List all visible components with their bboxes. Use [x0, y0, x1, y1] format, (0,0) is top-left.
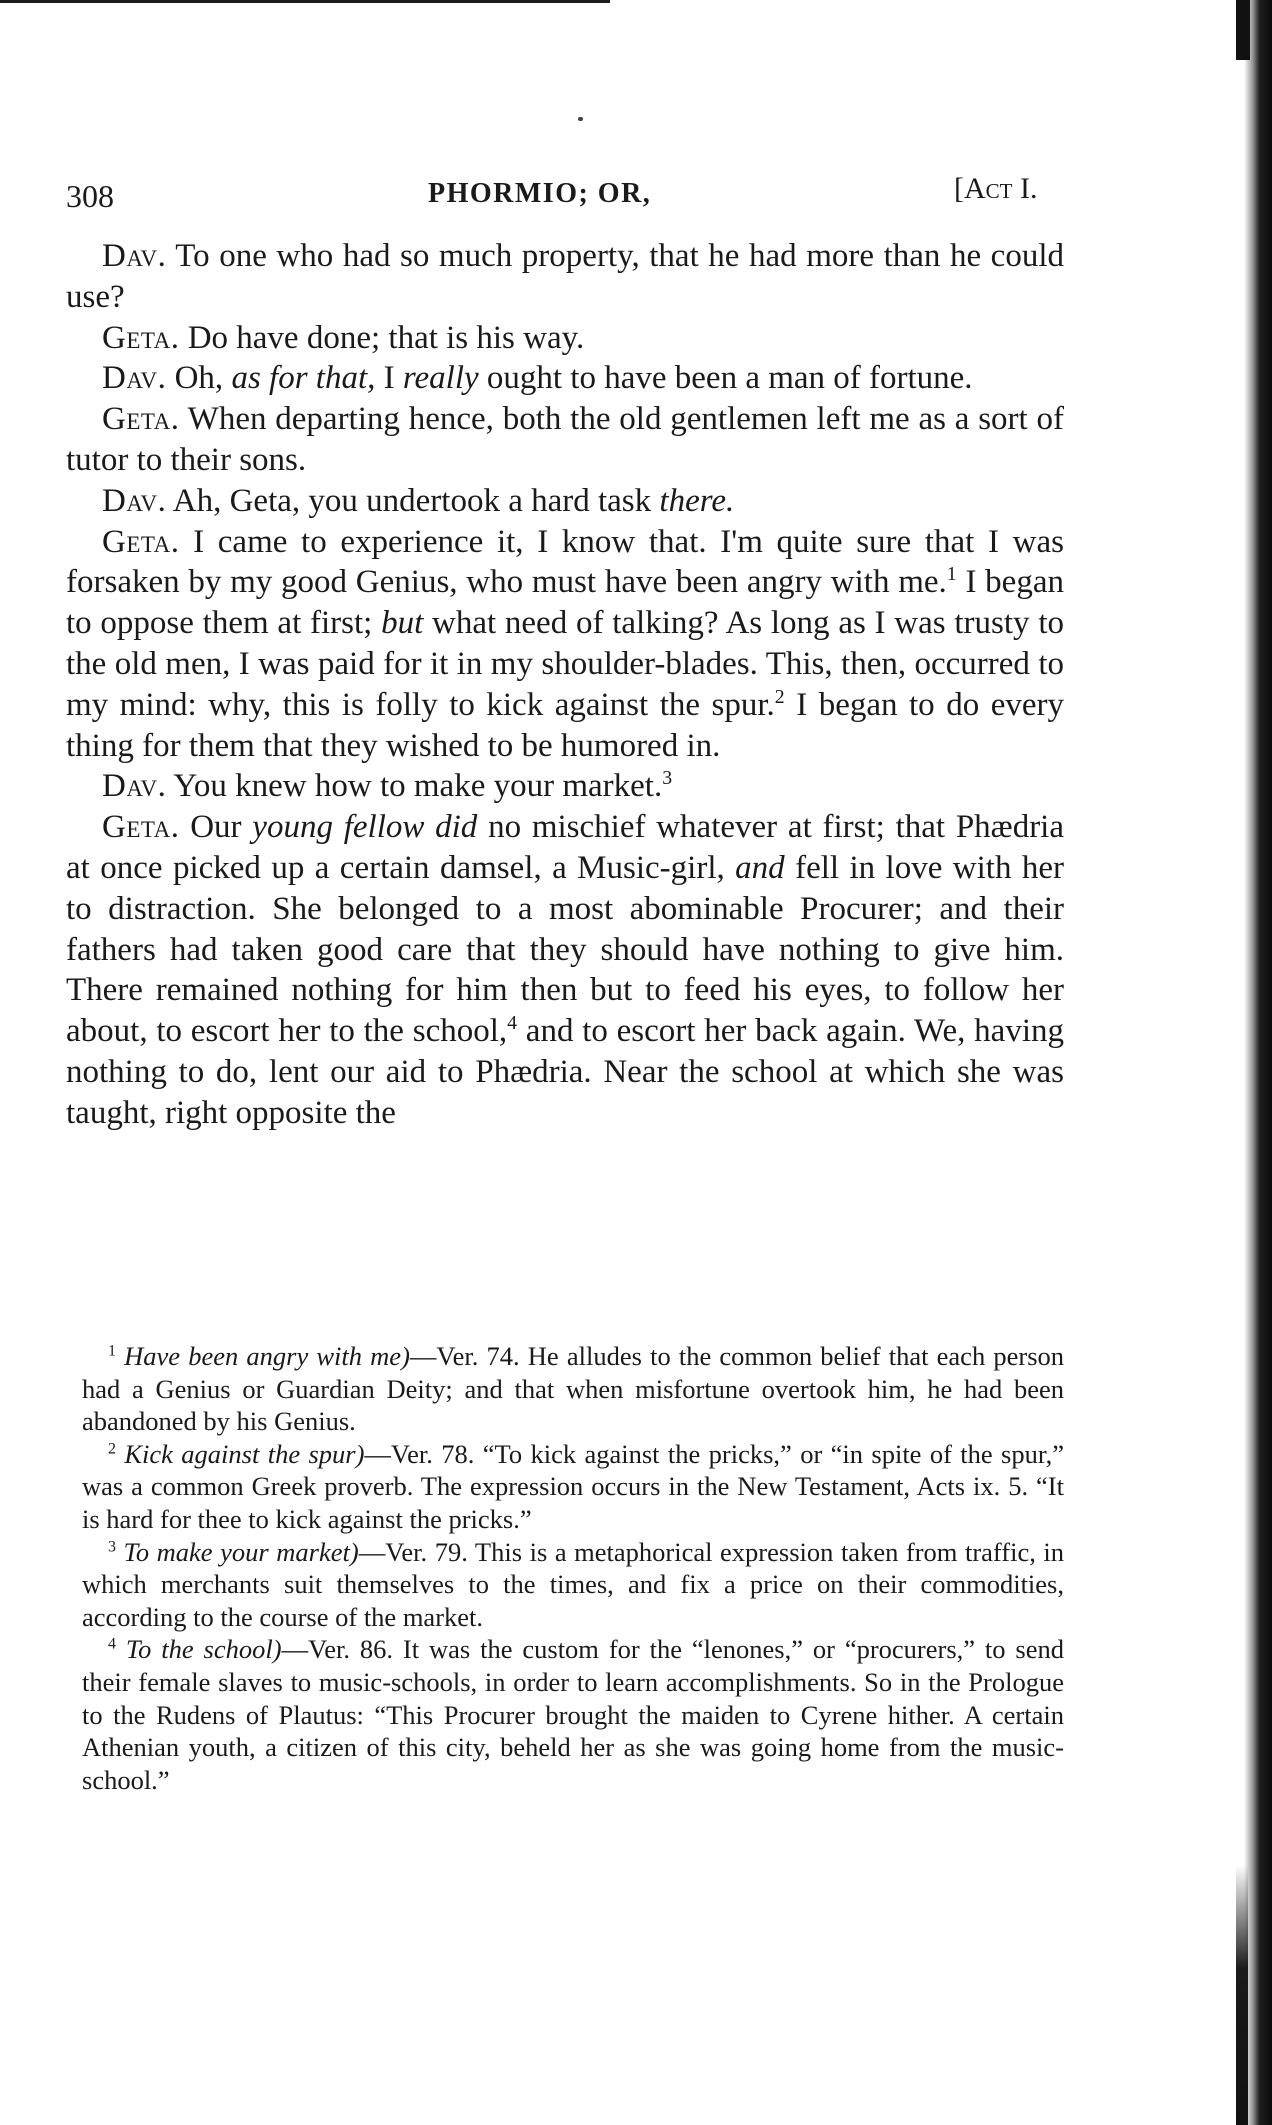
text-run: To one who had so much property, that he had more than he could use?: [66, 238, 1064, 315]
footnote: [82, 1340, 1064, 1438]
italic-text: young fellow did: [252, 809, 478, 846]
footnote: [82, 1438, 1064, 1536]
page-header: [66, 170, 1066, 220]
dialogue-paragraph: [66, 766, 1064, 807]
footnote-reference: 2: [774, 685, 785, 708]
dialogue-paragraph: [66, 399, 1064, 481]
footnote-reference: 3: [662, 767, 673, 790]
footnote-number: 3: [108, 1538, 116, 1556]
italic-text: To make your market): [123, 1536, 359, 1567]
footnote-reference: 4: [507, 1012, 518, 1035]
text-run: You knew how to make your market.: [166, 768, 663, 805]
text-run: —Ver. 78. “To kick against the pricks,” or “in spite of the spur,” was a common Greek proverb. The expression occurs in the New Testament, Acts ix. 5. “It is hard for thee to kick against the pricks.”: [82, 1438, 1064, 1534]
text-run: I: [375, 360, 403, 397]
dialogue-paragraph: [66, 236, 1064, 318]
text-run: Ah, Geta, you undertook a hard task: [166, 482, 660, 519]
text-run: and to escort her back again. We, having nothing to do, lent our aid to Phædria. Near the school at which she was taught, right opposite the: [66, 1013, 1065, 1131]
italic-text: there.: [659, 482, 735, 519]
italic-text: Kick against the spur): [124, 1438, 365, 1469]
italic-text: To the school): [125, 1634, 282, 1665]
text-run: —Ver. 79. This is a metaphorical expression taken from traffic, in which merchants suit themselves to the times, and fix a price on their commodities, according to the course of the market.: [82, 1536, 1065, 1632]
text-run: ought to have been a man of fortune.: [478, 360, 973, 397]
text-run: —Ver. 86. It was the custom for the “lenones,” or “procurers,” to send their female slaves to music-schools, in order to learn accomplishments. So in the Prologue to the Rudens of Plautus: “This Procurer brought the maiden to Cyrene hither. A certain Athenian youth, a citizen of this city, beheld her as she was going home from the music-school.”: [82, 1634, 1064, 1795]
dialogue-paragraph: [66, 318, 1064, 359]
dialogue-body: [66, 236, 1064, 1134]
book-spine-top: [1236, 0, 1250, 60]
dialogue-paragraph: [66, 481, 1064, 522]
text-run: no mischief whatever at first; that Phædria at once picked up a certain damsel, a Music-girl,: [66, 809, 1064, 886]
running-title: PHORMIO; OR,: [428, 178, 652, 209]
speaker-name: Geta.: [102, 401, 180, 438]
text-run: fell in love with her to distraction. She belonged to a most abominable Procurer; and their fathers had taken good care that they should have nothing to give him. There remained nothing for him then but to feed his eyes, to follow her about, to escort her to the school,: [66, 849, 1065, 1050]
text-run: When departing hence, both the old gentlemen left me as a sort of tutor to their sons.: [66, 401, 1064, 478]
italic-text: really: [402, 360, 479, 397]
footnote: [82, 1536, 1064, 1634]
text-run: I began to do every thing for them that they wished to be humored in.: [66, 686, 1064, 764]
italic-text: as for that,: [231, 360, 376, 397]
speaker-name: Dav.: [102, 768, 167, 805]
dialogue-paragraph: [66, 807, 1064, 1133]
book-spine-shadow: [1244, 0, 1272, 2125]
text-run: I began to oppose them at first;: [66, 564, 1064, 642]
speaker-name: Dav.: [102, 238, 167, 274]
footnote: [82, 1633, 1064, 1796]
top-rule: [0, 0, 610, 3]
text-run: Oh,: [166, 360, 232, 397]
text-run: Do have done; that is his way.: [179, 319, 585, 356]
text-run: I came to experience it, I know that. I'm quite sure that I was forsaken by my good Genius, who must have been angry with me.: [66, 523, 1064, 601]
speaker-name: Geta.: [102, 809, 180, 846]
speaker-name: Geta.: [102, 523, 180, 560]
footnote-number: 1: [108, 1342, 116, 1360]
footnote-number: 4: [108, 1635, 116, 1653]
italic-text: and: [735, 849, 785, 886]
footnote-reference: 1: [946, 563, 957, 586]
text-run: —Ver. 74. He alludes to the common belief that each person had a Genius or Guardian Deity; and that when misfortune overtook him, he had been abandoned by his Genius.: [82, 1341, 1065, 1437]
speaker-name: Geta.: [102, 319, 180, 356]
footnote-number: 2: [108, 1440, 116, 1458]
footnotes: [82, 1340, 1064, 1796]
book-spine-bottom: [1236, 1865, 1248, 2125]
text-run: Our: [179, 809, 253, 846]
italic-text: but: [381, 605, 424, 642]
dialogue-paragraph: [66, 522, 1064, 767]
act-label: [Act I.: [954, 172, 1038, 205]
text-run: what need of talking? As long as I was trusty to the old men, I was paid for it in my shoulder-blades. This, then, occurred to my mind: why, this is folly to kick against the spur.: [66, 605, 1064, 723]
speaker-name: Dav.: [102, 482, 167, 519]
speaker-name: Dav.: [102, 360, 167, 397]
ink-speck: [578, 117, 583, 121]
page-number: 308: [66, 178, 114, 214]
dialogue-paragraph: [66, 358, 1064, 399]
italic-text: Have been angry with me): [124, 1341, 410, 1371]
